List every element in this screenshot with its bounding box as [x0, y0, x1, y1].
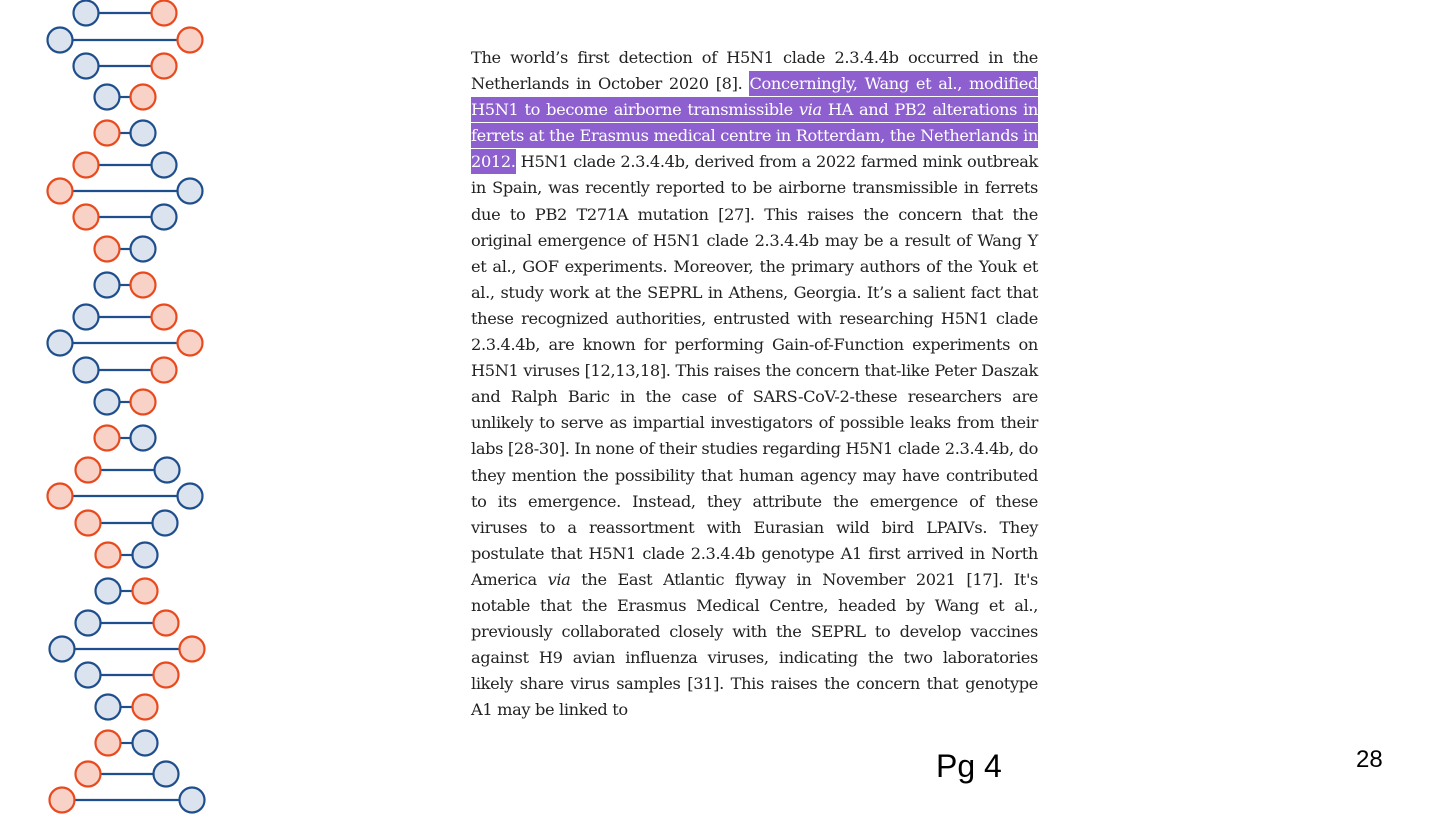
- dna-node-orange: [178, 331, 203, 356]
- highlighted-text-part: Concerningly, Wang et al., modified H5N1 to become airborne transmissible: [471, 74, 1038, 120]
- dna-node-orange: [178, 28, 203, 53]
- dna-node-blue: [74, 358, 99, 383]
- page-label: Pg 4: [936, 748, 1002, 784]
- dna-node-blue: [154, 762, 179, 787]
- dna-node-orange: [48, 179, 73, 204]
- dna-node-orange: [95, 237, 120, 262]
- dna-node-orange: [76, 762, 101, 787]
- dna-node-orange: [154, 663, 179, 688]
- dna-node-orange: [152, 305, 177, 330]
- dna-node-blue: [152, 205, 177, 230]
- dna-node-blue: [74, 305, 99, 330]
- dna-node-orange: [95, 426, 120, 451]
- dna-node-blue: [74, 1, 99, 26]
- dna-node-orange: [131, 390, 156, 415]
- dna-helix-icon: [0, 0, 240, 817]
- dna-node-orange: [76, 458, 101, 483]
- dna-node-blue: [178, 179, 203, 204]
- italic-via: via: [547, 569, 571, 589]
- dna-node-blue: [178, 484, 203, 509]
- dna-node-orange: [95, 121, 120, 146]
- dna-node-orange: [133, 579, 158, 604]
- dna-node-orange: [96, 543, 121, 568]
- dna-node-blue: [95, 390, 120, 415]
- dna-node-blue: [131, 121, 156, 146]
- dna-node-blue: [96, 695, 121, 720]
- dna-node-blue: [95, 273, 120, 298]
- dna-node-orange: [96, 731, 121, 756]
- dna-node-blue: [153, 511, 178, 536]
- dna-node-blue: [131, 237, 156, 262]
- dna-node-orange: [74, 153, 99, 178]
- dna-node-blue: [48, 331, 73, 356]
- dna-node-orange: [152, 54, 177, 79]
- dna-node-blue: [155, 458, 180, 483]
- dna-node-orange: [152, 358, 177, 383]
- dna-node-orange: [74, 205, 99, 230]
- dna-node-orange: [154, 611, 179, 636]
- dna-node-orange: [48, 484, 73, 509]
- dna-node-blue: [133, 731, 158, 756]
- dna-node-orange: [131, 273, 156, 298]
- dna-node-blue: [76, 663, 101, 688]
- dna-node-blue: [48, 28, 73, 53]
- document-text: [471, 45, 1038, 723]
- slide-number: 28: [1356, 746, 1383, 773]
- text-intro: The world’s first detection of H5N1 clade 2.3.4.4b occurred in the Netherlands in October 2020 [8].: [471, 48, 1038, 94]
- text-body-end: the East Atlantic flyway in November 2021 [17]. It's notable that the Erasmus Medical Centre, headed by Wang et al., previously collaborated closely with the SEPRL to develop vaccines against H9 avian influenza viruses, indicating the two laboratories likely share virus samples [31]. This raises the concern that genotype A1 may be linked to: [471, 569, 1038, 720]
- dna-node-blue: [50, 637, 75, 662]
- dna-node-orange: [133, 695, 158, 720]
- dna-node-blue: [96, 579, 121, 604]
- dna-node-blue: [95, 85, 120, 110]
- text-body: H5N1 clade 2.3.4.4b, derived from a 2022 farmed mink outbreak in Spain, was recently reported to be airborne transmissible in ferrets due to PB2 T271A mutation [27]. This raises the concern that the original emergence of H5N1 clade 2.3.4.4b may be a result of Wang Y et al., GOF experiments. Moreover, the primary authors of the Youk et al., study work at the SEPRL in Athens, Georgia. It’s a salient fact that these recognized authorities, entrusted with researching H5N1 clade 2.3.4.4b, are known for performing Gain-of-Function experiments on H5N1 viruses [12,13,18]. This raises the concern that-like Peter Daszak and Ralph Baric in the case of SARS-CoV-2-these researchers are unlikely to serve as impartial investigators of possible leaks from their labs [28-30]. In none of their studies regarding H5N1 clade 2.3.4.4b, do they mention the possibility that human agency may have contributed to its emergence. Instead, they attribute the emergence of these viruses to a reassortment with Eurasian wild bird LPAIVs. They postulate that H5N1 clade 2.3.4.4b genotype A1 first arrived in North America: [471, 152, 1038, 589]
- dna-node-orange: [131, 85, 156, 110]
- dna-node-orange: [180, 637, 205, 662]
- dna-node-blue: [152, 153, 177, 178]
- highlighted-text-part: HA and PB2 alterations in ferrets at the Erasmus medical centre in Rotterdam, the Netherlands in 2012.: [471, 100, 1038, 172]
- dna-node-blue: [76, 611, 101, 636]
- dna-node-blue: [133, 543, 158, 568]
- dna-node-blue: [180, 788, 205, 813]
- italic-via: via: [798, 100, 822, 120]
- dna-node-blue: [74, 54, 99, 79]
- dna-node-orange: [50, 788, 75, 813]
- dna-node-orange: [152, 1, 177, 26]
- dna-node-orange: [76, 511, 101, 536]
- dna-node-blue: [131, 426, 156, 451]
